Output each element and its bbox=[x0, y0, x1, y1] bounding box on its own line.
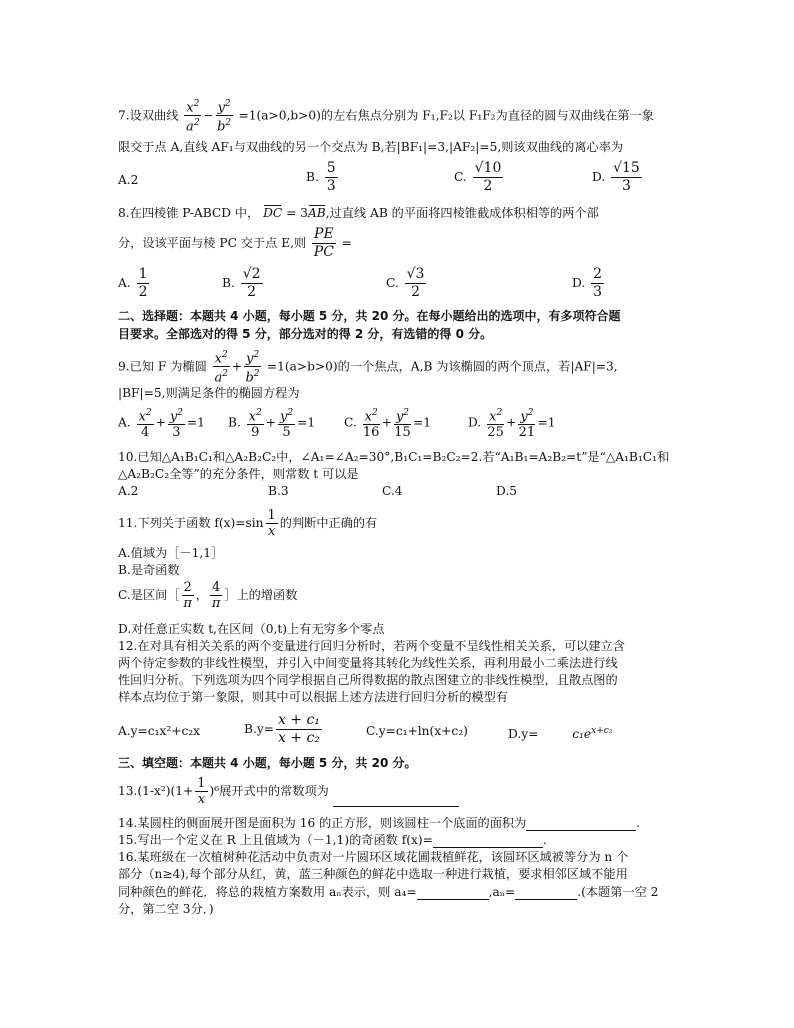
q10-option-d: D.5 bbox=[496, 484, 517, 498]
q8-vector-ab: AB bbox=[307, 206, 326, 220]
q9-option-a: A. $\frac{x^2}{4}$ + $\frac{y^2}{3}$ =1 bbox=[118, 408, 205, 441]
q8-option-b: B. $\frac{√2}{2}$ bbox=[222, 266, 261, 300]
q14-line: 14.某圆柱的侧面展开图是面积为 16 的正方形，则该圆柱一个底面的面积为 . bbox=[118, 816, 641, 830]
q12-line3: 性回归分析。下列选项为四个同学根据自己所得数据的散点图建立的非线性模型，且散点图的 bbox=[118, 673, 618, 687]
q14-answer-blank[interactable] bbox=[526, 816, 636, 831]
q8-option-a: A. $\frac{1}{2}$ bbox=[118, 266, 148, 300]
q9-option-b: B. $\frac{x^2}{9}$ + $\frac{y^2}{5}$ =1 bbox=[228, 408, 316, 441]
q15-line: 15.写出一个定义在 R 上且值域为（－1,1)的奇函数 f(x)= . bbox=[118, 833, 547, 847]
q13-answer-blank[interactable] bbox=[333, 792, 459, 807]
section3-heading: 三、填空题：本题共 4 小题，每小题 5 分，共 20 分。 bbox=[118, 756, 417, 770]
q9-line1: 9.已知 F 为椭圆 $\frac{x^2}{a^2}$ + $\frac{y^2}{b^2}$ =1(a>b>0)的一个焦点，A,B 为该椭圆的两个顶点，若|AF|=3, bbox=[118, 350, 618, 386]
q12-option-a: A.y=c₁x²+c₂x bbox=[118, 724, 201, 738]
q12-option-d: $D.y= c_1e^{x+c_2}$ bbox=[508, 726, 613, 742]
q7-option-b: B. $\frac{5}{3}$ bbox=[306, 160, 336, 194]
q11-option-d: D.对任意正实数 t,在区间（0,t)上有无穷多个零点 bbox=[118, 622, 385, 636]
q10-line2: △A₂B₂C₂全等”的充分条件，则常数 t 可以是 bbox=[118, 467, 359, 481]
q12-line4: 样本点均位于第一象限，则其中可以根据上述方法进行回归分析的模型有 bbox=[118, 690, 508, 704]
q9-option-d: D. $\frac{x^2}{25}$ + $\frac{y^2}{21}$ =1 bbox=[468, 408, 556, 441]
q12-option-b: B.y= $\frac{\text{x + c₁}}{\text{x + c₂}}$ bbox=[244, 712, 320, 746]
section2-heading-line1: 二、选择题：本题共 4 小题，每小题 5 分，共 20 分。在每小题给出的选项中，有多项符合题 bbox=[118, 309, 621, 323]
q12-line1: 12.在对具有相关关系的两个变量进行回归分析时，若两个变量不呈线性相关关系，可以建立含 bbox=[118, 639, 625, 653]
q8-line1: 8.在四棱锥 P-ABCD 中， DC = 3AB,过直线 AB 的平面将四棱锥截成体积相等的两个部 bbox=[118, 206, 599, 220]
section2-heading-line2: 目要求。全部选对的得 5 分，部分选对的得 2 分，有选错的得 0 分。 bbox=[118, 327, 493, 341]
q7-line1: 7.设双曲线 $\frac{x^2}{a^2}$ − $\frac{y^2}{b^2}$ =1(a>0,b>0)的左右焦点分别为 F₁,F₂以 F₁F₂为直径的圆与双曲线在第一象 bbox=[118, 99, 654, 135]
q8-option-d: D. $\frac{2}{3}$ bbox=[572, 266, 603, 300]
q7-option-c: C. $\frac{√10}{2}$ bbox=[454, 160, 502, 194]
q16-line3: 同种颜色的鲜花．将总的栽植方案数用 aₙ表示，则 a₄= ,aₙ= .(本题第一空 2 bbox=[118, 885, 659, 899]
q10-line1: 10.已知△A₁B₁C₁和△A₂B₂C₂中，∠A₁=∠A₂=30°,B₁C₁=B₂C₂=2.若“A₁B₁=A₂B₂=t”是“△A₁B₁C₁和 bbox=[118, 450, 670, 464]
q7-tail: =1(a>0,b>0)的左右焦点分别为 F₁,F₂以 F₁F₂为直径的圆与双曲线在第一象 bbox=[238, 108, 654, 123]
q11-line1: 11.下列关于函数 f(x)=sin $\frac{1}{x}$ 的判断中正确的有 bbox=[118, 508, 378, 539]
q10-option-a: A.2 bbox=[118, 484, 139, 498]
q16-answer-blank-a4[interactable] bbox=[417, 885, 489, 900]
q8-option-c: C. $\frac{√3}{2}$ bbox=[386, 266, 425, 300]
q10-option-b: B.3 bbox=[268, 484, 289, 498]
q16-line1: 16.某班级在一次植树种花活动中负责对一片圆环区域花圃栽植鲜花，该圆环区域被等分为 n 个 bbox=[118, 850, 629, 864]
q7-prefix: 7.设双曲线 bbox=[118, 108, 179, 123]
q15-answer-blank[interactable] bbox=[433, 833, 543, 848]
q11-option-a: A.值域为［－1,1］ bbox=[118, 546, 224, 560]
q7-line2: 限交于点 A,直线 AF₁与双曲线的另一个交点为 B,若|BF₁|=3,|AF₂|=5,则该双曲线的离心率为 bbox=[118, 140, 624, 154]
q10-option-c: C.4 bbox=[382, 484, 403, 498]
q11-option-b: B.是奇函数 bbox=[118, 563, 180, 577]
q7-frac-y: $\frac{y^2}{b^2}$ bbox=[217, 99, 232, 135]
q7-option-a: A.2 bbox=[118, 173, 139, 187]
q16-answer-blank-an[interactable] bbox=[515, 885, 577, 900]
q16-line2: 部分（n≥4),每个部分从红，黄，蓝三种颜色的鲜花中选取一种进行栽植，要求相邻区域不能用 bbox=[118, 867, 628, 881]
q7-option-d: D. $\frac{√15}{3}$ bbox=[592, 160, 640, 194]
q9-option-c: C. $\frac{x^2}{16}$ + $\frac{y^2}{15}$ =1 bbox=[344, 408, 431, 441]
q11-option-c: C.是区间［ $\frac{2}{\pi}$ ， $\frac{4}{\pi}$ ］上的增函数 bbox=[118, 580, 298, 611]
q9-line2: |BF|=5,则满足条件的椭圆方程为 bbox=[118, 386, 300, 400]
q7-frac-x: $\frac{x^2}{a^2}$ bbox=[186, 99, 200, 135]
q8-vector-dc: DC bbox=[263, 206, 283, 220]
q12-line2: 两个待定参数的非线性模型，并引入中间变量将其转化为线性关系，再利用最小二乘法进行线 bbox=[118, 656, 618, 670]
q16-line4: 分，第二空 3分．) bbox=[118, 902, 214, 916]
q8-line2: 分，设该平面与棱 PC 交于点 E,则 $\frac{PE}{PC}$ = bbox=[118, 226, 352, 260]
q13-line: 13.(1-x²)(1+ $\frac{1}{x}$ )⁶展开式中的常数项为 bbox=[118, 776, 678, 807]
q12-option-c: C.y=c₁+ln(x+c₂) bbox=[366, 724, 468, 738]
